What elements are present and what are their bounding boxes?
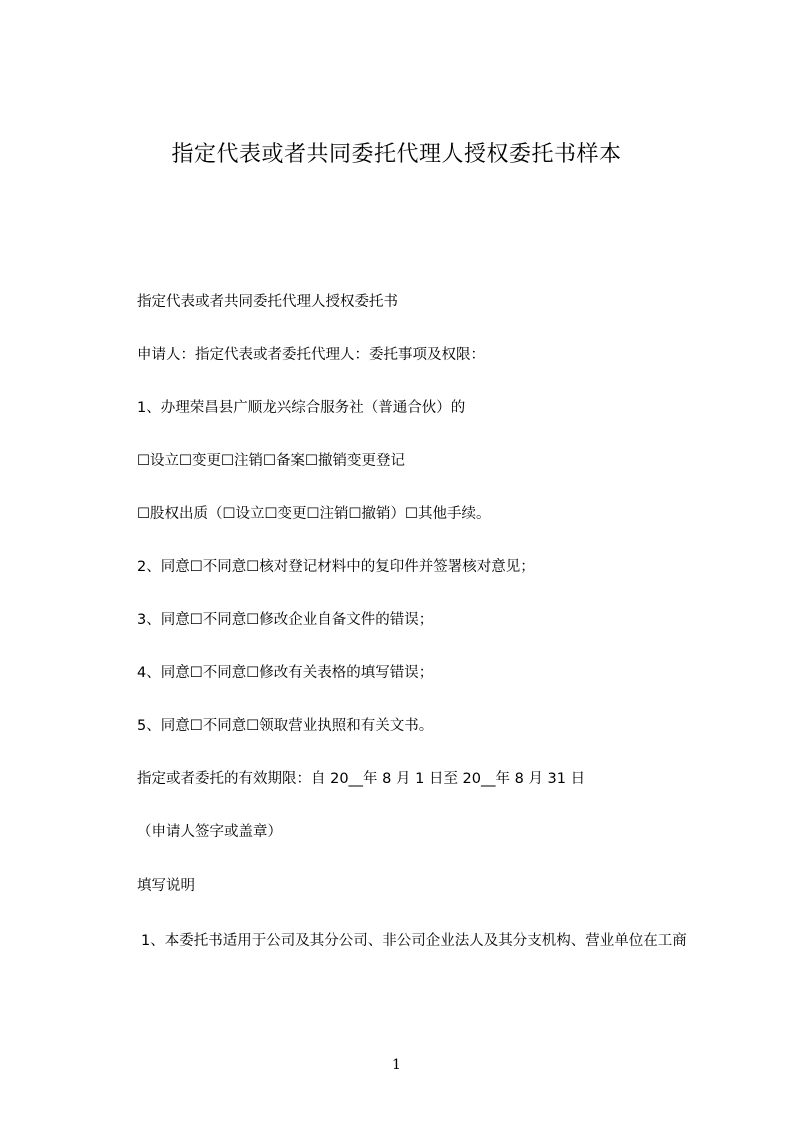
page-number: 1 bbox=[392, 1057, 401, 1073]
signature-line: （申请人签字或盖章） bbox=[137, 824, 282, 840]
equity-pledge-options: ☐股权出质（☐设立☐变更☐注销☐撤销）☐其他手续。 bbox=[137, 506, 491, 522]
applicant-line: 申请人：指定代表或者委托代理人：委托事项及权限： bbox=[137, 347, 485, 363]
subtitle: 指定代表或者共同委托代理人授权委托书 bbox=[137, 294, 398, 310]
item-3: 3、同意☐不同意☐修改企业自备文件的错误； bbox=[137, 612, 434, 628]
validity-period: 指定或者委托的有效期限：自 20__年 8 月 1 日至 20__年 8 月 31 日 bbox=[137, 771, 586, 787]
item-2: 2、同意☐不同意☐核对登记材料中的复印件并签署核对意见； bbox=[137, 559, 535, 575]
instruction-note-1-text: 1、本委托书适用于公司及其分公司、非公司企业法人及其分支机构、营业单位在工商 bbox=[141, 933, 687, 949]
instructions-heading: 填写说明 bbox=[137, 878, 195, 894]
registration-options: ☐设立☐变更☐注销☐备案☐撤销变更登记 bbox=[137, 453, 405, 469]
instruction-note-1 bbox=[137, 928, 737, 955]
document-title: 指定代表或者共同委托代理人授权委托书样本 bbox=[171, 142, 622, 167]
item-1: 1、办理荣昌县广顺龙兴综合服务社（普通合伙）的 bbox=[137, 400, 466, 416]
item-5: 5、同意☐不同意☐领取营业执照和有关文书。 bbox=[137, 718, 434, 734]
item-4: 4、同意☐不同意☐修改有关表格的填写错误； bbox=[137, 665, 434, 681]
